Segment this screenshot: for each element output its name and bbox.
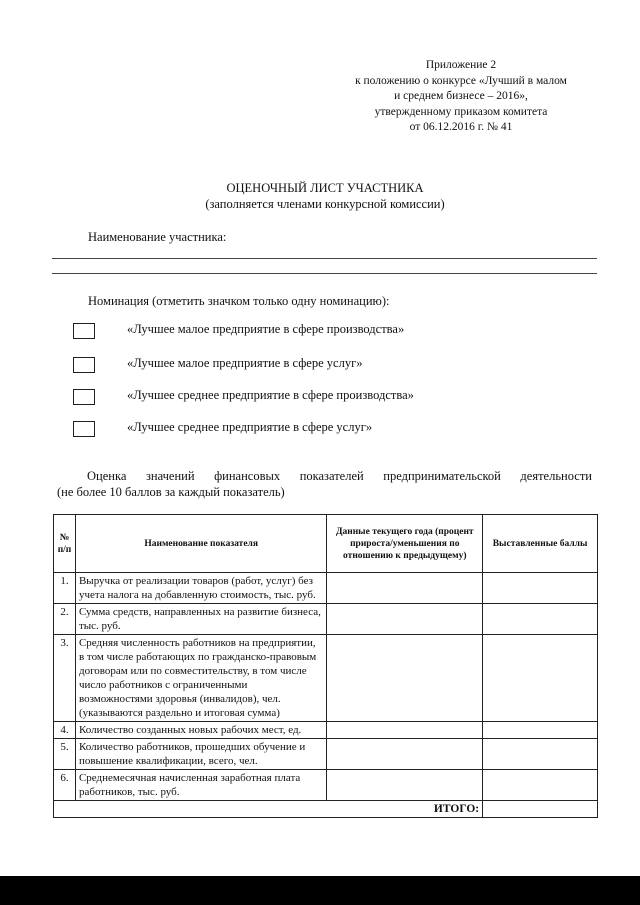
table-row [54, 635, 598, 722]
row-score-cell[interactable] [483, 722, 598, 739]
row-num: 3. [54, 635, 76, 722]
row-num: 5. [54, 739, 76, 770]
row-name: Средняя численность работников на предприятии, в том числе работающих по гражданско-правовым договорам или по совместительству, в том числе число работников с ограниченными возможностями здоровья (инвалидов), чел. (указываются раздельно и итоговая сумма) [75, 635, 326, 722]
title-main: ОЦЕНОЧНЫЙ ЛИСТ УЧАСТНИКА [226, 181, 424, 195]
participant-name-label: Наименование участника: [88, 230, 227, 244]
appendix-line: Приложение 2 [425, 59, 497, 71]
row-num: 6. [54, 770, 76, 801]
appendix-line: к положению о конкурсе «Лучший в малом [355, 74, 567, 87]
table-row [54, 604, 598, 635]
intro-line: (не более 10 баллов за каждый показатель) [57, 485, 285, 499]
nomination-option-label: «Лучшее среднее предприятие в сфере услуг» [127, 420, 373, 434]
participant-name-line[interactable] [52, 258, 597, 259]
table-row [54, 770, 598, 801]
row-name: Выручка от реализации товаров (работ, услуг) без учета налога на добавленную стоимость, тыс. руб. [75, 573, 326, 604]
row-score-cell[interactable] [483, 573, 598, 604]
row-data-cell[interactable] [327, 739, 483, 770]
row-data-cell[interactable] [327, 770, 483, 801]
nomination-option-label: «Лучшее среднее предприятие в сфере производства» [127, 388, 414, 402]
row-data-cell[interactable] [327, 573, 483, 604]
row-data-cell[interactable] [327, 722, 483, 739]
total-score-cell[interactable] [483, 801, 598, 818]
table-header-row [54, 515, 598, 573]
participant-name-line[interactable] [52, 273, 597, 274]
row-data-cell[interactable] [327, 635, 483, 722]
row-data-cell[interactable] [327, 604, 483, 635]
row-num: 4. [54, 722, 76, 739]
appendix-line: и среднем бизнесе – 2016», [394, 90, 528, 102]
table-total-row [54, 801, 598, 818]
appendix-block [330, 58, 592, 136]
title-sub: (заполняется членами конкурсной комиссии) [205, 197, 445, 211]
nomination-label: Номинация (отметить значком только одну номинацию): [88, 294, 390, 308]
header-num: № п/п [54, 515, 76, 573]
row-score-cell[interactable] [483, 635, 598, 722]
nomination-option-label: «Лучшее малое предприятие в сфере производства» [127, 322, 405, 336]
evaluation-intro [57, 468, 592, 500]
nomination-option-label: «Лучшее малое предприятие в сфере услуг» [127, 356, 363, 370]
row-num: 1. [54, 573, 76, 604]
evaluation-table [53, 514, 598, 818]
scan-bottom-border [0, 876, 640, 905]
nomination-option[interactable] [73, 386, 414, 408]
row-num: 2. [54, 604, 76, 635]
total-empty-cell [54, 801, 76, 818]
intro-line: Оценка значений финансовых показателей предпринимательской деятельности [87, 469, 592, 483]
row-name: Количество работников, прошедших обучение и повышение квалификации, всего, чел. [75, 739, 326, 770]
row-name: Среднемесячная начисленная заработная плата работников, тыс. руб. [75, 770, 326, 801]
row-score-cell[interactable] [483, 770, 598, 801]
nomination-checkbox[interactable] [73, 421, 95, 437]
row-score-cell[interactable] [483, 739, 598, 770]
document-title [60, 180, 590, 212]
appendix-line: утвержденному приказом комитета [374, 105, 548, 118]
total-label: ИТОГО: [75, 801, 482, 818]
appendix-line: от 06.12.2016 г. № 41 [409, 121, 513, 133]
row-score-cell[interactable] [483, 604, 598, 635]
nomination-checkbox[interactable] [73, 357, 95, 373]
nomination-checkbox[interactable] [73, 323, 95, 339]
nomination-option[interactable] [73, 354, 363, 376]
row-name: Сумма средств, направленных на развитие бизнеса, тыс. руб. [75, 604, 326, 635]
nomination-checkbox[interactable] [73, 389, 95, 405]
header-name: Наименование показателя [75, 515, 326, 573]
table-row [54, 722, 598, 739]
nomination-option[interactable] [73, 418, 373, 440]
nomination-option[interactable] [73, 320, 405, 342]
table-row [54, 739, 598, 770]
header-data: Данные текущего года (процент прироста/уменьшения по отношению к предыдущему) [327, 515, 483, 573]
header-score: Выставленные баллы [483, 515, 598, 573]
row-name: Количество созданных новых рабочих мест, ед. [75, 722, 326, 739]
table-row [54, 573, 598, 604]
